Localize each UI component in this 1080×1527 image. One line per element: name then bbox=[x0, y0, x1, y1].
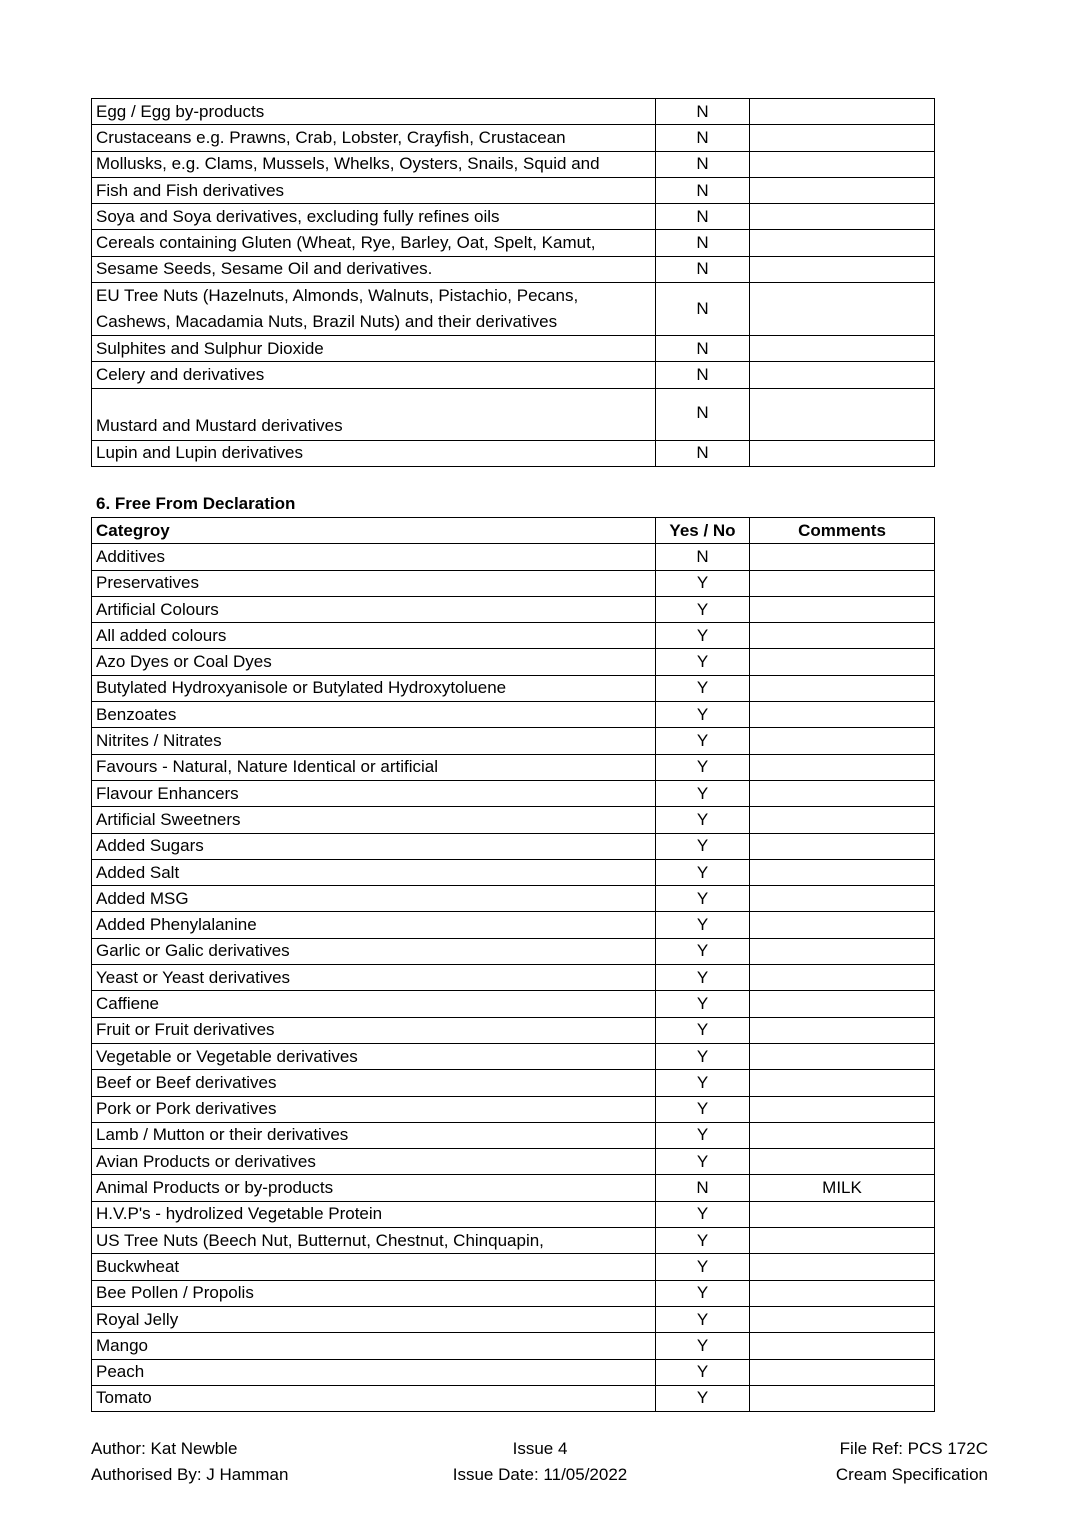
row-comment bbox=[750, 388, 935, 440]
footer-authorised-by: Authorised By: J Hamman bbox=[91, 1465, 289, 1484]
row-value: N bbox=[656, 177, 750, 203]
row-value: Y bbox=[656, 938, 750, 964]
table-row bbox=[92, 833, 935, 859]
row-comment bbox=[750, 938, 935, 964]
row-value: Y bbox=[656, 649, 750, 675]
row-category: Added Sugars bbox=[92, 833, 656, 859]
row-comment bbox=[750, 702, 935, 728]
row-category: Bee Pollen / Propolis bbox=[92, 1280, 656, 1306]
row-comment: MILK bbox=[750, 1175, 935, 1201]
row-category: Mango bbox=[92, 1333, 656, 1359]
row-comment bbox=[750, 151, 935, 177]
row-comment bbox=[750, 1333, 935, 1359]
row-category: Garlic or Galic derivatives bbox=[92, 938, 656, 964]
row-comment bbox=[750, 675, 935, 701]
header-category: Categroy bbox=[92, 518, 656, 544]
row-comment bbox=[750, 544, 935, 570]
row-value: Y bbox=[656, 1201, 750, 1227]
row-comment bbox=[750, 1228, 935, 1254]
row-category: Avian Products or derivatives bbox=[92, 1149, 656, 1175]
row-category: Royal Jelly bbox=[92, 1306, 656, 1332]
row-comment bbox=[750, 623, 935, 649]
row-category: Mollusks, e.g. Clams, Mussels, Whelks, Oysters, Snails, Squid and bbox=[92, 151, 656, 177]
table-row bbox=[92, 991, 935, 1017]
row-value: N bbox=[656, 440, 750, 466]
row-comment bbox=[750, 440, 935, 466]
row-category: Butylated Hydroxyanisole or Butylated Hydroxytoluene bbox=[92, 675, 656, 701]
row-category: Favours - Natural, Nature Identical or artificial bbox=[92, 754, 656, 780]
row-category: Artificial Sweetners bbox=[92, 807, 656, 833]
row-value: Y bbox=[656, 1122, 750, 1148]
table-row bbox=[92, 1201, 935, 1227]
row-comment bbox=[750, 780, 935, 806]
row-comment bbox=[750, 204, 935, 230]
row-value: Y bbox=[656, 1017, 750, 1043]
allergen-table bbox=[91, 98, 935, 467]
row-value: Y bbox=[656, 623, 750, 649]
row-value: N bbox=[656, 283, 750, 336]
row-comment bbox=[750, 965, 935, 991]
table-row bbox=[92, 230, 935, 256]
table-row bbox=[92, 1043, 935, 1069]
row-category: EU Tree Nuts (Hazelnuts, Almonds, Walnuts, Pistachio, Pecans, Cashews, Macadamia Nuts, Brazil Nuts) and their derivatives bbox=[92, 283, 656, 336]
row-category: H.V.P's - hydrolized Vegetable Protein bbox=[92, 1201, 656, 1227]
table-row bbox=[92, 1359, 935, 1385]
table-row bbox=[92, 440, 935, 466]
header-comments: Comments bbox=[750, 518, 935, 544]
row-value: Y bbox=[656, 675, 750, 701]
row-value: Y bbox=[656, 1306, 750, 1332]
row-value: Y bbox=[656, 728, 750, 754]
table-row bbox=[92, 938, 935, 964]
row-comment bbox=[750, 1096, 935, 1122]
row-category: Beef or Beef derivatives bbox=[92, 1070, 656, 1096]
row-category: Tomato bbox=[92, 1385, 656, 1411]
row-value: Y bbox=[656, 991, 750, 1017]
table-row bbox=[92, 1306, 935, 1332]
row-category: Preservatives bbox=[92, 570, 656, 596]
row-category: Azo Dyes or Coal Dyes bbox=[92, 649, 656, 675]
table-row bbox=[92, 204, 935, 230]
table-row bbox=[92, 912, 935, 938]
row-value: Y bbox=[656, 833, 750, 859]
table-row bbox=[92, 362, 935, 388]
row-value: N bbox=[656, 151, 750, 177]
row-comment bbox=[750, 649, 935, 675]
row-category: Benzoates bbox=[92, 702, 656, 728]
table-row bbox=[92, 177, 935, 203]
table-row bbox=[92, 125, 935, 151]
row-comment bbox=[750, 256, 935, 282]
free-from-table bbox=[91, 517, 935, 1412]
row-category: Added Phenylalanine bbox=[92, 912, 656, 938]
row-value: Y bbox=[656, 570, 750, 596]
row-category: Additives bbox=[92, 544, 656, 570]
footer-center bbox=[440, 1436, 640, 1488]
row-category: Pork or Pork derivatives bbox=[92, 1096, 656, 1122]
row-comment bbox=[750, 570, 935, 596]
table-row bbox=[92, 728, 935, 754]
row-comment bbox=[750, 1280, 935, 1306]
row-category: Soya and Soya derivatives, excluding fully refines oils bbox=[92, 204, 656, 230]
row-value: N bbox=[656, 388, 750, 440]
row-comment bbox=[750, 1359, 935, 1385]
row-category: Lamb / Mutton or their derivatives bbox=[92, 1122, 656, 1148]
table-row bbox=[92, 596, 935, 622]
row-value: N bbox=[656, 362, 750, 388]
row-category: Lupin and Lupin derivatives bbox=[92, 440, 656, 466]
row-value: N bbox=[656, 125, 750, 151]
row-value: N bbox=[656, 1175, 750, 1201]
table-row bbox=[92, 1017, 935, 1043]
row-category: All added colours bbox=[92, 623, 656, 649]
header-yes-no: Yes / No bbox=[656, 518, 750, 544]
row-comment bbox=[750, 807, 935, 833]
row-value: Y bbox=[656, 1149, 750, 1175]
row-value: Y bbox=[656, 886, 750, 912]
table-row bbox=[92, 99, 935, 125]
footer-file-ref: File Ref: PCS 172C bbox=[839, 1439, 988, 1458]
row-value: Y bbox=[656, 912, 750, 938]
table-row bbox=[92, 1385, 935, 1411]
table-row bbox=[92, 886, 935, 912]
row-comment bbox=[750, 283, 935, 336]
row-comment bbox=[750, 859, 935, 885]
table-row bbox=[92, 1070, 935, 1096]
row-value: Y bbox=[656, 859, 750, 885]
table-row bbox=[92, 965, 935, 991]
row-value: Y bbox=[656, 807, 750, 833]
row-comment bbox=[750, 833, 935, 859]
row-category: Yeast or Yeast derivatives bbox=[92, 965, 656, 991]
table-row bbox=[92, 1254, 935, 1280]
row-comment bbox=[750, 125, 935, 151]
table-row bbox=[92, 702, 935, 728]
row-comment bbox=[750, 886, 935, 912]
row-comment bbox=[750, 754, 935, 780]
row-category: Flavour Enhancers bbox=[92, 780, 656, 806]
row-value: Y bbox=[656, 1096, 750, 1122]
table-row bbox=[92, 570, 935, 596]
row-category: Celery and derivatives bbox=[92, 362, 656, 388]
row-category: Sesame Seeds, Sesame Oil and derivatives. bbox=[92, 256, 656, 282]
table-header-row bbox=[92, 518, 935, 544]
row-value: N bbox=[656, 544, 750, 570]
footer-issue: Issue 4 bbox=[512, 1439, 568, 1458]
row-value: Y bbox=[656, 1070, 750, 1096]
table-row bbox=[92, 807, 935, 833]
footer-left bbox=[91, 1436, 288, 1488]
row-value: N bbox=[656, 230, 750, 256]
row-category: Vegetable or Vegetable derivatives bbox=[92, 1043, 656, 1069]
row-category: Egg / Egg by-products bbox=[92, 99, 656, 125]
row-comment bbox=[750, 177, 935, 203]
table-row bbox=[92, 649, 935, 675]
row-category: Crustaceans e.g. Prawns, Crab, Lobster, Crayfish, Crustacean bbox=[92, 125, 656, 151]
row-category: Sulphites and Sulphur Dioxide bbox=[92, 336, 656, 362]
footer-right bbox=[836, 1436, 988, 1488]
row-value: N bbox=[656, 99, 750, 125]
table-row bbox=[92, 388, 935, 440]
row-comment bbox=[750, 1043, 935, 1069]
row-comment bbox=[750, 1385, 935, 1411]
row-value: Y bbox=[656, 965, 750, 991]
row-value: Y bbox=[656, 702, 750, 728]
row-comment bbox=[750, 1306, 935, 1332]
row-comment bbox=[750, 99, 935, 125]
row-value: Y bbox=[656, 1333, 750, 1359]
table-row bbox=[92, 151, 935, 177]
footer-issue-date: Issue Date: 11/05/2022 bbox=[452, 1465, 628, 1484]
row-category: US Tree Nuts (Beech Nut, Butternut, Chestnut, Chinquapin, bbox=[92, 1228, 656, 1254]
row-value: N bbox=[656, 204, 750, 230]
table-row bbox=[92, 1333, 935, 1359]
row-category: Added MSG bbox=[92, 886, 656, 912]
row-category: Caffiene bbox=[92, 991, 656, 1017]
row-category: Artificial Colours bbox=[92, 596, 656, 622]
row-category: Fish and Fish derivatives bbox=[92, 177, 656, 203]
table-row bbox=[92, 256, 935, 282]
row-comment bbox=[750, 596, 935, 622]
row-value: Y bbox=[656, 1385, 750, 1411]
table-row bbox=[92, 754, 935, 780]
table-row bbox=[92, 675, 935, 701]
row-category: Fruit or Fruit derivatives bbox=[92, 1017, 656, 1043]
row-comment bbox=[750, 728, 935, 754]
footer-author: Author: Kat Newble bbox=[91, 1439, 238, 1458]
row-comment bbox=[750, 1201, 935, 1227]
table-row bbox=[92, 859, 935, 885]
row-value: Y bbox=[656, 1280, 750, 1306]
row-value: Y bbox=[656, 754, 750, 780]
table-row bbox=[92, 1228, 935, 1254]
row-value: Y bbox=[656, 1254, 750, 1280]
row-comment bbox=[750, 336, 935, 362]
table-row bbox=[92, 1280, 935, 1306]
row-value: Y bbox=[656, 780, 750, 806]
table-row bbox=[92, 1149, 935, 1175]
footer-doc-title: Cream Specification bbox=[835, 1465, 988, 1484]
row-value: Y bbox=[656, 1043, 750, 1069]
row-value: N bbox=[656, 256, 750, 282]
row-comment bbox=[750, 1254, 935, 1280]
table-row bbox=[92, 1175, 935, 1201]
row-category: Animal Products or by-products bbox=[92, 1175, 656, 1201]
row-comment bbox=[750, 1149, 935, 1175]
row-comment bbox=[750, 362, 935, 388]
row-comment bbox=[750, 1122, 935, 1148]
table-row bbox=[92, 336, 935, 362]
free-from-title: 6. Free From Declaration bbox=[96, 494, 296, 513]
row-category: Peach bbox=[92, 1359, 656, 1385]
table-row bbox=[92, 1096, 935, 1122]
table-row bbox=[92, 283, 935, 336]
row-value: Y bbox=[656, 1359, 750, 1385]
table-row bbox=[92, 544, 935, 570]
table-row bbox=[92, 623, 935, 649]
row-comment bbox=[750, 1017, 935, 1043]
row-value: Y bbox=[656, 1228, 750, 1254]
row-category: Added Salt bbox=[92, 859, 656, 885]
row-comment bbox=[750, 1070, 935, 1096]
row-comment bbox=[750, 912, 935, 938]
row-comment bbox=[750, 991, 935, 1017]
row-category: Cereals containing Gluten (Wheat, Rye, Barley, Oat, Spelt, Kamut, bbox=[92, 230, 656, 256]
table-row bbox=[92, 1122, 935, 1148]
table-row bbox=[92, 780, 935, 806]
row-value: N bbox=[656, 336, 750, 362]
row-category: Mustard and Mustard derivatives bbox=[92, 388, 656, 440]
row-comment bbox=[750, 230, 935, 256]
row-category: Nitrites / Nitrates bbox=[92, 728, 656, 754]
row-category: Buckwheat bbox=[92, 1254, 656, 1280]
row-value: Y bbox=[656, 596, 750, 622]
